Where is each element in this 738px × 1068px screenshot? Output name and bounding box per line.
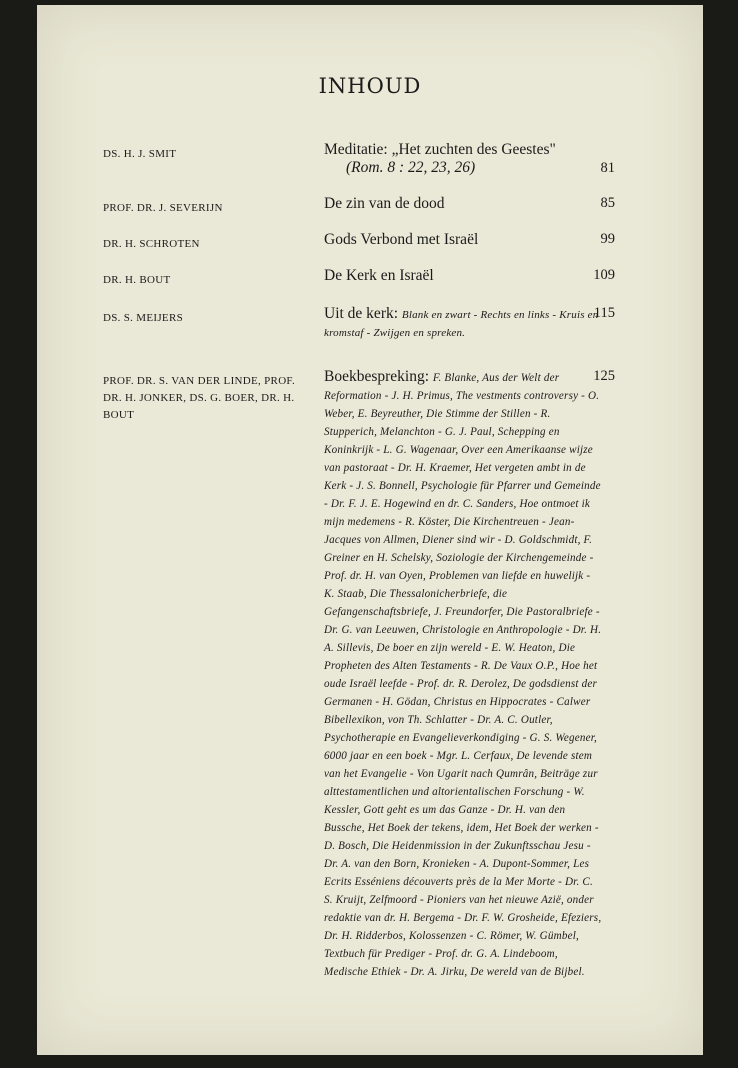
entry-title: Meditatie: „Het zuchten des Geestes" <box>324 141 556 158</box>
entry-author: DR. H. BOUT <box>103 274 171 286</box>
entry-author: DS. S. MEIJERS <box>103 312 183 324</box>
entry-page-number: 115 <box>593 305 615 321</box>
entry-reference: (Rom. 8 : 22, 23, 26) <box>346 159 476 176</box>
entry-author: DS. H. J. SMIT <box>103 148 177 160</box>
entry-title: Uit de kerk: <box>324 305 399 322</box>
entry-heading: De Kerk en Israël <box>324 267 434 284</box>
entry-heading <box>324 141 564 177</box>
page-title: INHOUD <box>318 74 422 98</box>
entry-page-number: 109 <box>593 267 615 283</box>
entry-page-number: 81 <box>600 160 615 176</box>
entry-author: PROF. DR. S. VAN DER LINDE, PROF. DR. H. JONKER, DS. G. BOER, DR. H. BOUT <box>103 375 296 421</box>
entry-page-number: 85 <box>600 195 615 211</box>
document-page <box>37 5 703 1055</box>
entry-heading <box>324 368 602 980</box>
entry-heading: De zin van de dood <box>324 195 445 212</box>
entry-subtitle: F. Blanke, Aus der Welt der Reformation - J. H. Primus, The vestments controversy - O. Weber, E. Beyreuther, Die Stimme der Stillen - R. Stupperich, Melanchton - G. J. Paul, Schepping en Koninkrijk - L. G. Wagenaar, Over een Amerikaanse wijze van pastoraat - Dr. H. Kraemer, Het vergeten ambt in de Kerk - J. S. Bonnell, Psychologie für Pfarrer und Gemeinde - Dr. F. J. E. Hogewind en dr. C. Sanders, Hoe ontmoet ik mijn medemens - R. Köster, Die Kirchentreuen - Jean-Jacques von Allmen, Diener sind wir - D. Goldschmidt, F. Greiner en H. Schelsky, Soziologie der Kirchengemeinde - Prof. dr. H. van Oyen, Problemen van liefde en huwelijk - K. Staab, Die Thessalonicherbriefe, die Gefangenschaftsbriefe, J. Freundorfer, Die Pastoralbriefe - Dr. G. van Leeuwen, Christologie en Anthropologie - Dr. H. A. Sillevis, De boer en zijn wereld - E. W. Heaton, Die Propheten des Alten Testaments - R. De Vaux O.P., Hoe het oude Israël leefde - Prof. dr. R. Derolez, De godsdienst der Germanen - H. Gödan, Christus en Hippocrates - Calwer Bibellexikon, von Th. Schlatter - Dr. A. C. Outler, Psychotherapie en Evangelieverkondiging - G. S. Wegener, 6000 jaar en een boek - Mgr. L. Cerfaux, De levende stem van het Evangelie - Von Ugarit nach Qumrân, Beiträge zur alttestamentlichen und altorientalischen Forschung - W. Kessler, Gott geht es um das Ganze - Dr. H. van den Bussche, Het Boek der tekens, idem, Het Boek der werken - D. Bosch, Die Heidenmission in der Zukunftsschau Jesu - Dr. A. van den Born, Kronieken - A. Dupont-Sommer, Les Ecrits Esséniens découverts près de la Mer Morte - Dr. C. S. Kruijt, Zelfmoord - Pioniers van het nieuwe Azië, onder redaktie van dr. H. Bergema - Dr. F. W. Grosheide, Efeziers, Dr. H. Ridderbos, Kolossenzen - C. Römer, W. Gümbel, Textbuch für Prediger - Prof. dr. G. A. Lindeboom, Medische Ethiek - Dr. A. Jirku, De wereld van de Bijbel. <box>324 372 602 978</box>
entry-title: Boekbespreking: <box>324 368 430 385</box>
entry-heading: Gods Verbond met Israël <box>324 231 479 248</box>
entry-author: DR. H. SCHROTEN <box>103 238 200 250</box>
entry-author: PROF. DR. J. SEVERIJN <box>103 202 223 214</box>
entry-page-number: 125 <box>593 368 615 384</box>
entry-heading <box>324 305 602 341</box>
entry-subtitle: Blank en zwart - Rechts en links - Kruis en kromstaf - Zwijgen en spreken. <box>324 309 599 339</box>
entry-page-number: 99 <box>600 231 615 247</box>
